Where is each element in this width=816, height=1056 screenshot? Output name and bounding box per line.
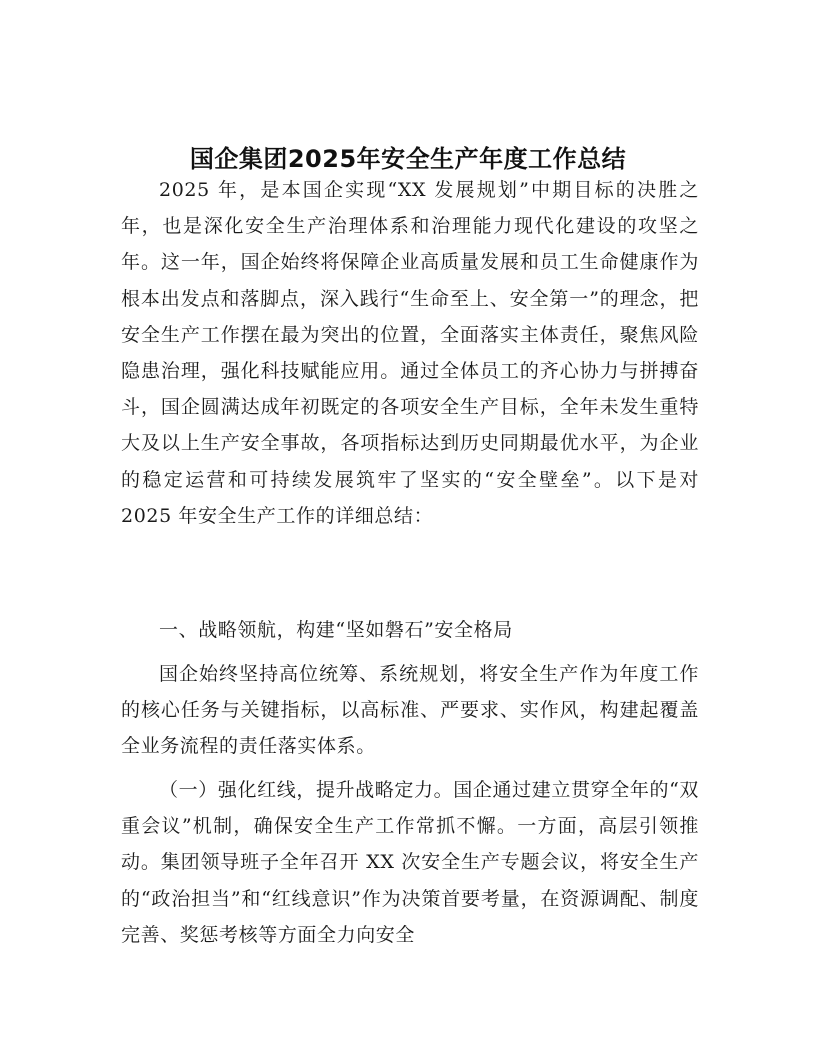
section-paragraph: 国企始终坚持高位统筹、系统规划，将安全生产作为年度工作的核心任务与关键指标，以高标准、严要求、实作风，构建起覆盖全业务流程的责任落实体系。 (121, 663, 699, 758)
subsection-paragraph: （一）强化红线，提升战略定力。国企通过建立贯穿全年的“双重会议”机制，确保安全生产工作常抓不懈。一方面，高层引领推动。集团领导班子全年召开 XX 次安全生产专题会议，将安全生产的“政治担当”和“红线意识”作为决策首要考量，在资源调配、制度完善、奖惩考核等方面全力向安全 (121, 779, 699, 946)
document-title: 国企集团2025年安全生产年度工作总结 (189, 145, 627, 173)
intro-paragraph: 2025 年，是本国企实现“XX 发展规划”中期目标的决胜之年，也是深化安全生产治理体系和治理能力现代化建设的攻坚之年。这一年，国企始终将保障企业高质量发展和员工生命健康作为根本出发点和落脚点，深入践行“生命至上、安全第一”的理念，把安全生产工作摆在最为突出的位置，全面落实主体责任，聚焦风险隐患治理，强化科技赋能应用。通过全体员工的齐心协力与拼搏奋斗，国企圆满达成年初既定的各项安全生产目标，全年未发生重特大及以上生产安全事故，各项指标达到历史同期最优水平，为企业的稳定运营和可持续发展筑牢了坚实的“安全壁垒”。以下是对 2025 年安全生产工作的详细总结： (121, 179, 699, 527)
section-heading: 一、战略领航，构建“坚如磐石”安全格局 (159, 619, 513, 641)
